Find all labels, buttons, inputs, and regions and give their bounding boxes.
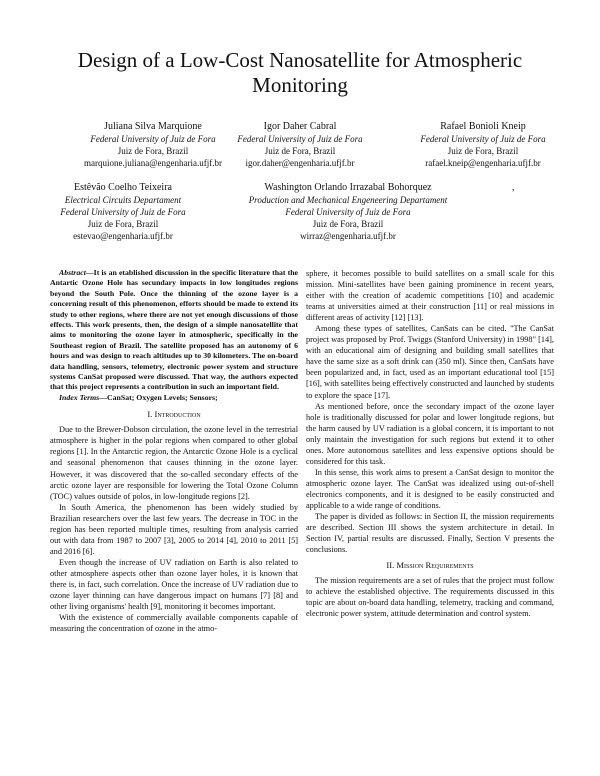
paragraph: The paper is divided as follows: in Section II, the mission requirements are described. Section III shows the system architecture in detail. In Section IV, partial results are discussed. Finally, Section V presents the conclusions.	[306, 512, 554, 555]
paragraph: Even though the increase of UV radiation on Earth is also related to other atmosphere aspects other than ozone layer holes, it is known that there is, in fact, such correlation. Once the increase of UV radiation due to ozone layer thinning can have dangerous impact on humans [7] [8] and other living organisms' health [9], monitoring it becomes important.	[50, 557, 298, 612]
author-block-5	[225, 182, 471, 242]
paragraph: The mission requirements are a set of rules that the project must follow to achieve the established objective. The requirements discussed in this topic are about on-board data handling, telemetry, tracking and command, electronic power system, attitude determination and control system.	[306, 576, 554, 619]
left-column	[50, 268, 298, 634]
paragraph: In South America, the phenomenon has been widely studied by Brazilian researchers over the last few years. The decrease in TOC in the region has been reported multiple times, resulting from analysis carried out with data from 1987 to 2007 [3], 2005 to 2014 [4], 2010 to 2011 [5] and 2016 [6].	[50, 502, 298, 556]
author-affiliation: Federal University of Juiz de Fora	[90, 134, 216, 144]
paragraph: Among these types of satellites, CanSats can be cited. "The CanSat project was proposed by Prof. Twiggs (Stanford University) in 1998" [14], with an educational aim of designing and building small satellites that have the same size as a soft drink can (350 ml). Since then, CanSats have been popularized and, in fact, used as an important educational tool [15] [16], with satellites being effectively constructed and launched by students to explore the space [17].	[306, 324, 554, 400]
index-terms-text: —CanSat; Oxygen Levels; Sensors;	[99, 392, 218, 402]
paragraph: In this sense, this work aims to present a CanSat design to monitor the atmospheric ozone layer. The CanSat was idealized using out-of-shell electronics components, and it is designed to be easily constructed and applicable to a wide range of conditions.	[306, 467, 554, 510]
author-email: wirraz@engenharia.ufjf.br	[300, 231, 396, 241]
author-location: Juiz de Fora, Brazil	[87, 219, 159, 229]
author-location: Juiz de Fora, Brazil	[117, 146, 189, 156]
section-heading-introduction: I. Introduction	[147, 409, 201, 420]
section-heading-mission-requirements: II. Mission Requirements	[386, 560, 474, 571]
author-department: Production and Mechanical Engeneering Departament	[248, 195, 448, 205]
author-block-1	[68, 121, 238, 169]
index-terms	[50, 393, 298, 403]
paragraph: sphere, it becomes possible to build satellites on a small scale for this mission. Mini-satellites have been gaining prominence in recent years, either with the creation of academic competitions [10] and academic teams at universities aimed at their construction [11] or real missions in different areas of activity [12] [13].	[306, 269, 554, 323]
author-affiliation: Federal University of Juiz de Fora	[285, 207, 411, 217]
right-column	[306, 268, 554, 619]
author-location: Juiz de Fora, Brazil	[264, 146, 336, 156]
author-location: Juiz de Fora, Brazil	[447, 146, 519, 156]
author-email: igor.daher@engenharia.ufjf.br	[245, 158, 355, 168]
author-block-2	[215, 121, 385, 169]
author-department: Electrical Circuits Departament	[64, 195, 182, 205]
abstract-text: —It is an etablished discussion in the specific literature that the Antartic Ozone Hole has secundary impacts in low longitudes regions beyond the South Pole. Once the thinning of the ozone layer is a concerning result of this phenomenon, efforts should be made to extend its study to other regions, where there are not yet enough discussions of those effects. This work presents, then, the design of a simple nanosatellite that aims to monitoring the ozone layer in atmospheric, specifically in the Southeast region of Brazil. The satellite proposed has an autonomy of 6 hours and was design to reach altitudes up to 30 kilometers. The on-board data handling, sensors, telemetry, electronic power system and structure systems CanSat proposed were discussed. That way, the authors expected that this project represents a contribution in such an important field.	[50, 268, 298, 392]
author-name: Igor Daher Cabral	[263, 121, 337, 132]
author-name: Washington Orlando Irrazabal Bohorquez	[264, 182, 432, 193]
author-email: estevao@engenharia.ufjf.br	[73, 231, 173, 241]
author-affiliation: Federal University of Juiz de Fora	[237, 134, 363, 144]
author-block-3	[398, 121, 568, 169]
author-email: marquione.juliana@engenharia.ufjf.br	[84, 158, 222, 168]
author-name: Estêvão Coelho Teixeira	[74, 182, 172, 193]
paragraph: Due to the Brewer-Dobson circulation, the ozone level in the terrestrial atmosphere is higher in the polar regions when compared to other global regions [1]. In the Antarctic region, the Antarctic Ozone Hole is a cyclical and seasonal phenomenon that causes thinning in the ozone layer. However, it was discovered that the so-called secondary effects of the arctic ozone layer are responsible for lowering the Total Ozone Column (TOC) values outside of polos, in low-longitude regions [2].	[50, 425, 298, 501]
author-location: Juiz de Fora, Brazil	[312, 219, 384, 229]
author-block-4	[38, 182, 208, 242]
paragraph: As mentioned before, once the secondary impact of the ozone layer hole is traditionally discussed for polar and lower longitude regions, but the harm caused by UV radiation is a global concern, it is important to not only maintain the investigation for such regions but extend it to other ones. More autonomous satellites and less expensive options should be considered for this task.	[306, 401, 554, 466]
abstract-label: Abstract	[59, 268, 86, 277]
author-affiliation: Federal University of Juiz de Fora	[420, 134, 546, 144]
author-email: rafael.kneip@engenharia.ufjf.br	[425, 158, 541, 168]
index-terms-label: Index Terms	[59, 392, 100, 402]
paragraph: With the existence of commercially available components capable of measuring the concentration of ozone in the atmo-	[50, 613, 298, 634]
author-name: Juliana Silva Marquione	[104, 121, 202, 132]
abstract	[50, 268, 298, 393]
paper-title: Design of a Low-Cost Nanosatellite for Atmospheric Monitoring	[77, 48, 523, 97]
author-name: Rafael Bonioli Kneip	[440, 121, 526, 132]
author-affiliation: Federal University of Juiz de Fora	[60, 207, 186, 217]
stray-comma: ,	[512, 182, 515, 193]
